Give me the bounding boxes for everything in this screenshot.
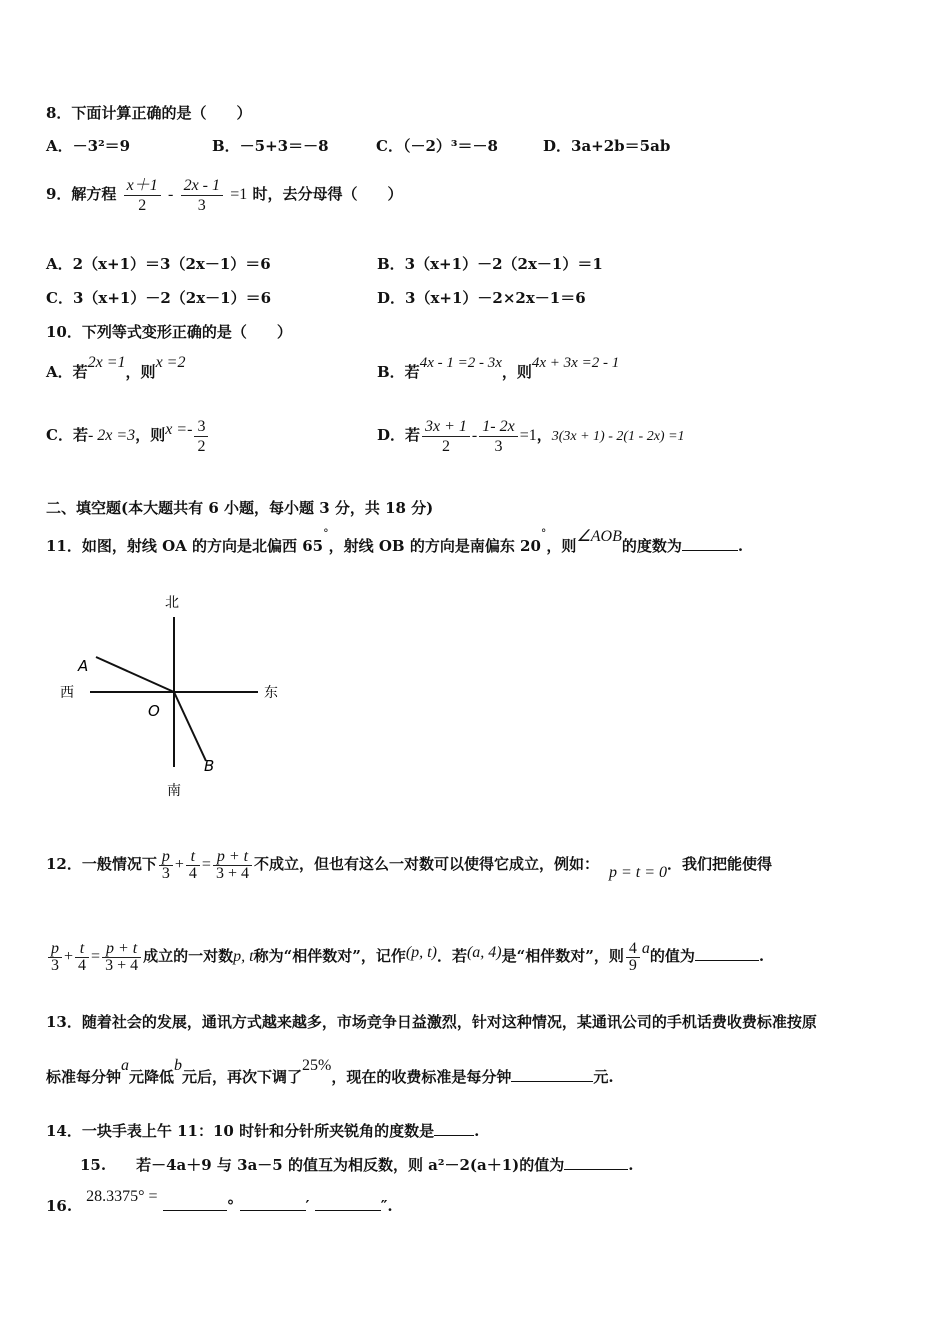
q13-answer-blank[interactable]	[511, 1067, 593, 1082]
q8-stem: 8．下面计算正确的是（ ）	[46, 104, 252, 122]
q16-text: 16.28.3375° = ° ′ ″.	[46, 1188, 393, 1215]
q8-option-d: D．3a+2b＝5ab	[543, 137, 671, 155]
q8-option-a: A．－3²＝9	[46, 137, 131, 155]
q15-text: 15. 若－4a＋9 与 3a－5 的值互为相反数，则 a²－2(a＋1)的值为 .	[80, 1156, 634, 1174]
q9-suffix: 时，去分母得（ ）	[252, 185, 403, 203]
q9-fraction-1: $\frac{x+1}{2}$	[124, 176, 161, 215]
q9-option-d: D．3（x+1）－2×2x－1＝6	[377, 289, 586, 307]
section-2-heading: 二、填空题(本大题共有 6 小题，每小题 3 分，共 18 分)	[46, 499, 434, 517]
label-b: B	[204, 757, 215, 775]
q12-answer-blank[interactable]	[695, 946, 759, 961]
q9-fraction-2: $\frac{2x - 1}{3}$	[181, 176, 223, 215]
q11-answer-blank[interactable]	[682, 536, 738, 551]
q10-option-c: C．若- 2x =3，则x =- $\frac{3}{2}$	[46, 413, 210, 458]
q9-prefix: 9．解方程	[46, 185, 117, 203]
q13-line1: 13．随着社会的发展，通讯方式越来越多，市场竞争日益激烈，针对这种情况，某通讯公司的手机话费收费标准按原	[46, 1013, 817, 1031]
q16-degrees-blank[interactable]	[163, 1196, 227, 1211]
q11-text: 11．如图，射线 OA 的方向是北偏西 65°，射线 OB 的方向是南偏东 20°，则∠AOB的度数为 .	[46, 527, 744, 555]
q13-line2: 标准每分钟a元降低b元后，再次下调了25%，现在的收费标准是每分钟 元.	[46, 1057, 614, 1086]
q10-stem: 10．下列等式变形正确的是（ ）	[46, 323, 292, 341]
q16-minutes-blank[interactable]	[240, 1196, 306, 1211]
q15-answer-blank[interactable]	[564, 1155, 628, 1170]
q9-minus: -	[168, 186, 174, 203]
q8-option-c: C．（－2）³＝－8	[376, 137, 498, 155]
label-o: O	[148, 702, 160, 720]
q12-line2: $\frac{p}{3}$ + $\frac{t}{4}$ = $\frac{p + t}{3 + 4}$ 成立的一对数p, t称为“相伴数对”，记作(p, t)．若(a, 4)是“相伴数对”，则 $\frac{4}{9}$ a的值为 .	[46, 934, 764, 979]
q14-answer-blank[interactable]	[434, 1121, 474, 1136]
q14-text: 14．一块手表上午 11：10 时针和分针所夹锐角的度数是 .	[46, 1122, 480, 1140]
q8-option-b: B．－5+3＝－8	[212, 137, 329, 155]
q10-option-d: D．若 $\frac{3x + 1}{2}$ - $\frac{1- 2x}{3}$ =1，3(3x + 1) - 2(1 - 2x) =1	[377, 417, 685, 455]
compass-figure	[50, 585, 290, 805]
q9-option-a: A．2（x+1）＝3（2x－1）＝6	[46, 255, 271, 273]
q10-option-a: A．若2x =1，则x =2	[46, 354, 186, 381]
q9-option-c: C．3（x+1）－2（2x－1）＝6	[46, 289, 272, 307]
q9-option-b: B．3（x+1）－2（2x－1）＝1	[377, 255, 603, 273]
q10-option-b: B．若4x - 1 =2 - 3x，则4x + 3x =2 - 1	[377, 355, 620, 381]
q9-stem	[46, 174, 403, 215]
q12-line1: 12．一般情况下 $\frac{p}{3}$ + $\frac{t}{4}$ = $\frac{p + t}{3 + 4}$ 不成立，但也有这么一对数可以使得它成立，例如： p = t = 0．我们把能使得	[46, 847, 773, 882]
q9-equals: =1	[230, 186, 248, 203]
label-north: 北	[165, 595, 179, 611]
q16-seconds-blank[interactable]	[315, 1196, 381, 1211]
label-west: 西	[60, 685, 74, 701]
label-east: 东	[264, 685, 278, 701]
label-south: 南	[167, 783, 181, 799]
ray-oa	[96, 657, 174, 692]
label-a: A	[78, 657, 89, 675]
ray-ob	[174, 692, 206, 761]
